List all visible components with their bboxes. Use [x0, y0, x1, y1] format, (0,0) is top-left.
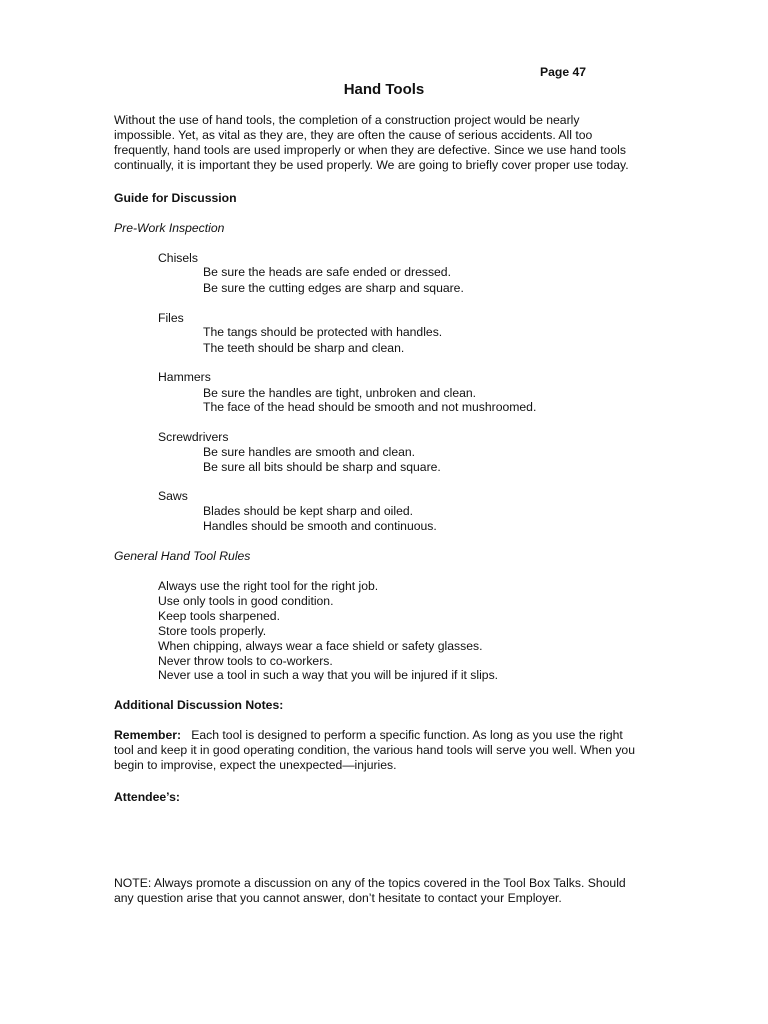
tool-name-saws: Saws [158, 489, 188, 503]
intro-line: frequently, hand tools are used improperly or when they are defective. Since we use hand tools [114, 143, 626, 157]
remember-text: Each tool is designed to perform a specific function. As long as you use the right [191, 728, 623, 742]
rule-item: Use only tools in good condition. [158, 594, 334, 608]
tool-name-files: Files [158, 311, 184, 325]
tool-item: Handles should be smooth and continuous. [203, 519, 437, 533]
remember-label: Remember: [114, 728, 182, 742]
tool-item: Be sure the cutting edges are sharp and square. [203, 281, 464, 295]
tool-name-chisels: Chisels [158, 251, 198, 265]
note-line: any question arise that you cannot answer, don’t hesitate to contact your Employer. [114, 891, 562, 905]
rule-item: Never use a tool in such a way that you will be injured if it slips. [158, 668, 499, 682]
page-title: Hand Tools [343, 81, 425, 98]
tool-item: Be sure handles are smooth and clean. [203, 445, 416, 459]
rule-item: Keep tools sharpened. [158, 609, 280, 623]
tool-item: Be sure the heads are safe ended or dressed. [203, 265, 451, 279]
rule-item: When chipping, always wear a face shield or safety glasses. [158, 639, 483, 653]
tool-item: The face of the head should be smooth and not mushroomed. [203, 400, 537, 414]
intro-line: continually, it is important they be used properly. We are going to briefly cover proper use today. [114, 158, 629, 172]
remember-paragraph [114, 728, 674, 773]
rule-item: Never throw tools to co-workers. [158, 654, 333, 668]
general-rules-heading: General Hand Tool Rules [114, 549, 251, 563]
tool-item: The tangs should be protected with handles. [203, 325, 443, 339]
remember-line: begin to improvise, expect the unexpected—injuries. [114, 758, 397, 772]
note-paragraph [114, 876, 674, 906]
tool-item: Be sure all bits should be sharp and square. [203, 460, 441, 474]
page-number: Page 47 [540, 65, 587, 79]
tool-item: The teeth should be sharp and clean. [203, 341, 405, 355]
intro-paragraph [114, 113, 674, 173]
guide-heading: Guide for Discussion [114, 191, 237, 205]
tool-item: Be sure the handles are tight, unbroken and clean. [203, 386, 477, 400]
tool-item: Blades should be kept sharp and oiled. [203, 504, 414, 518]
rule-item: Always use the right tool for the right job. [158, 579, 379, 593]
remember-line: tool and keep it in good operating condition, the various hand tools will serve you well. When you [114, 743, 635, 757]
remember-line [114, 728, 674, 743]
intro-line: Without the use of hand tools, the completion of a construction project would be nearly [114, 113, 580, 127]
note-line: NOTE: Always promote a discussion on any of the topics covered in the Tool Box Talks. Should [114, 876, 626, 890]
additional-notes-heading: Additional Discussion Notes: [114, 698, 284, 712]
attendees-label: Attendee’s: [114, 790, 180, 804]
intro-line: impossible. Yet, as vital as they are, they are often the cause of serious accidents. All too [114, 128, 593, 142]
rule-item: Store tools properly. [158, 624, 267, 638]
pre-work-heading: Pre-Work Inspection [114, 221, 225, 235]
tool-name-hammers: Hammers [158, 370, 211, 384]
tool-name-screwdrivers: Screwdrivers [158, 430, 229, 444]
